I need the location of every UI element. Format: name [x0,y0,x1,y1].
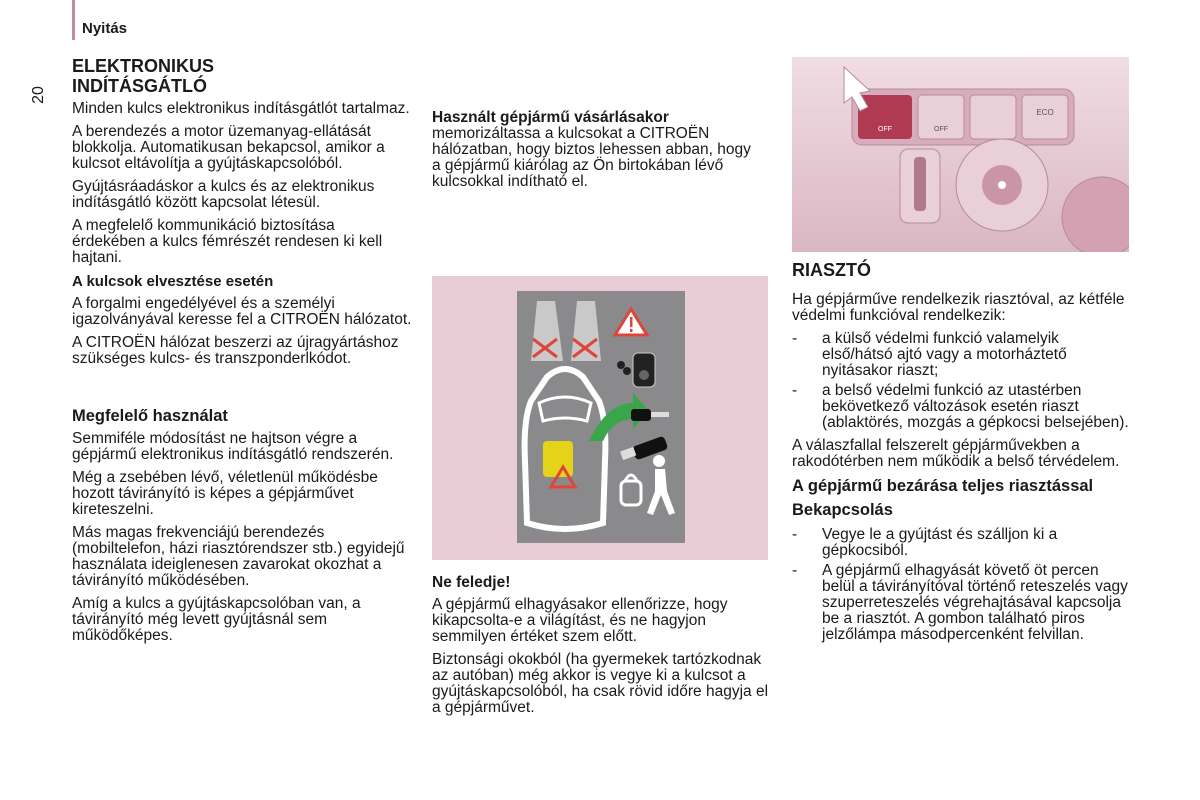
svg-text:OFF: OFF [934,126,948,133]
headlight-beam-icon [571,301,601,361]
padlock-icon [621,481,641,505]
paragraph: Minden kulcs elektronikus indításgátlót tartalmaz. [72,100,410,117]
walking-person-icon [647,455,675,515]
safety-vest-icon [543,441,573,477]
list-item: - a külső védelmi funkció valamelyik első/hátsó ajtó vagy a motorháztető nyitásakor riaszt; [792,331,1132,379]
used-car-heading: Használt gépjármű vásárlásakor [432,109,669,126]
svg-text:ECO: ECO [1036,108,1054,117]
paragraph: memorizáltassa a kulcsokat a CITROËN hálózatban, hogy biztos lehessen abban, hogy a gépjármű kiárólag az Ön birtokában lévő kulcsokkal indítható el. [432,125,751,190]
paragraph: Amíg a kulcs a gyújtáskapcsolóban van, a távirányító még levett gyújtásnál sem működőképes. [72,595,361,644]
full-alarm-lock-heading: A gépjármű bezárása teljes riasztással [792,477,1094,495]
activation-heading: Bekapcsolás [792,501,893,519]
illustration-panel [517,291,685,543]
activation-list [792,527,1132,643]
paragraph: Semmiféle módosítást ne hajtson végre a gépjármű elektronikus indításgátló rendszerén. [72,430,394,463]
proper-use-heading: Megfelelő használat [72,407,228,425]
section-label: Nyitás [82,20,128,37]
right-column [792,260,1132,650]
header-rule [72,0,75,40]
car-keys-drawing [517,291,685,543]
protection-list [792,331,1132,431]
headlight-beam-icon [531,301,563,361]
list-item: - A gépjármű elhagyását követő öt percen belül a távirányítóval történő reteszelés vagy szuperreteszelés végrehajtásával kapcsolja be a riasztót. A gombon található piros jelzőlámpa másodpercenként felvillan. [792,563,1132,643]
key-illustration [432,276,768,560]
svg-text:OFF: OFF [878,126,892,133]
paragraph: A gépjármű elhagyásakor ellenőrizze, hogy kikapcsolta-e a világítást, és ne hagyjon semmilyen értéket szem előtt. [432,596,728,645]
left-column [72,56,412,651]
paragraph: A válaszfallal felszerelt gépjárművekben a rakodótérben nem működik a belső térvédelem. [792,437,1120,470]
key-icon [631,409,651,421]
paragraph: Biztonsági okokból (ha gyermekek tartózkodnak az autóban) még akkor is vegye ki a kulcsot a gyújtáskapcsolóból, ha csak rövid időre hagyja el a gépjárművet. [432,651,769,716]
dashboard-illustration [792,57,1129,252]
paragraph: A forgalmi engedélyével és a személyi igazolványával keresse fel a CITROËN hálózatot. [72,295,412,328]
paragraph: A megfelelő kommunikáció biztosítása érdekében a kulcs fémrészét rendesen ki kell hajtani. [72,217,383,266]
lost-keys-heading: A kulcsok elvesztése esetén [72,273,274,290]
used-car-note [432,110,762,197]
immobiliser-title: ELEKTRONIKUS INDÍTÁSGÁTLÓ [72,56,215,96]
paragraph: Más magas frekvenciájú berendezés (mobiltelefon, házi riasztórendszer stb.) egyidejű használata ideiglenesen zavarokat okozhat a távirányító működésében. [72,524,405,589]
paragraph: A berendezés a motor üzemanyag-ellátását blokkolja. Automatikusan bekapcsol, amikor a kulcsot eltávolítja a gyújtáskapcsolóból. [72,123,385,172]
paragraph: A CITROËN hálózat beszerzi az újragyártáshoz szükséges kulcs- és transzponderlkódot. [72,334,399,367]
paragraph: Ha gépjárműve rendelkezik riasztóval, az kétféle védelmi funkcióval rendelkezik: [792,291,1125,324]
page-number: 20 [29,86,47,104]
remember-note [432,575,772,723]
paragraph: Még a zsebében lévő, véletlenül működésbe hozott távirányító is képes a gépjárművet kireteszelni. [72,469,378,518]
list-item: - a belső védelmi funkció az utastérben bekövetkező változások esetén riaszt (ablaktörés, mozgás a gépkocsi belsejében). [792,383,1132,431]
alarm-button-drawing [792,57,1129,252]
paragraph: Gyújtásráadáskor a kulcs és az elektronikus indításgátló között kapcsolat létesül. [72,178,375,211]
alarm-title: RIASZTÓ [792,260,871,280]
remember-heading: Ne feledje! [432,574,511,591]
list-item: - Vegye le a gyújtást és szálljon ki a gépkocsiból. [792,527,1132,559]
